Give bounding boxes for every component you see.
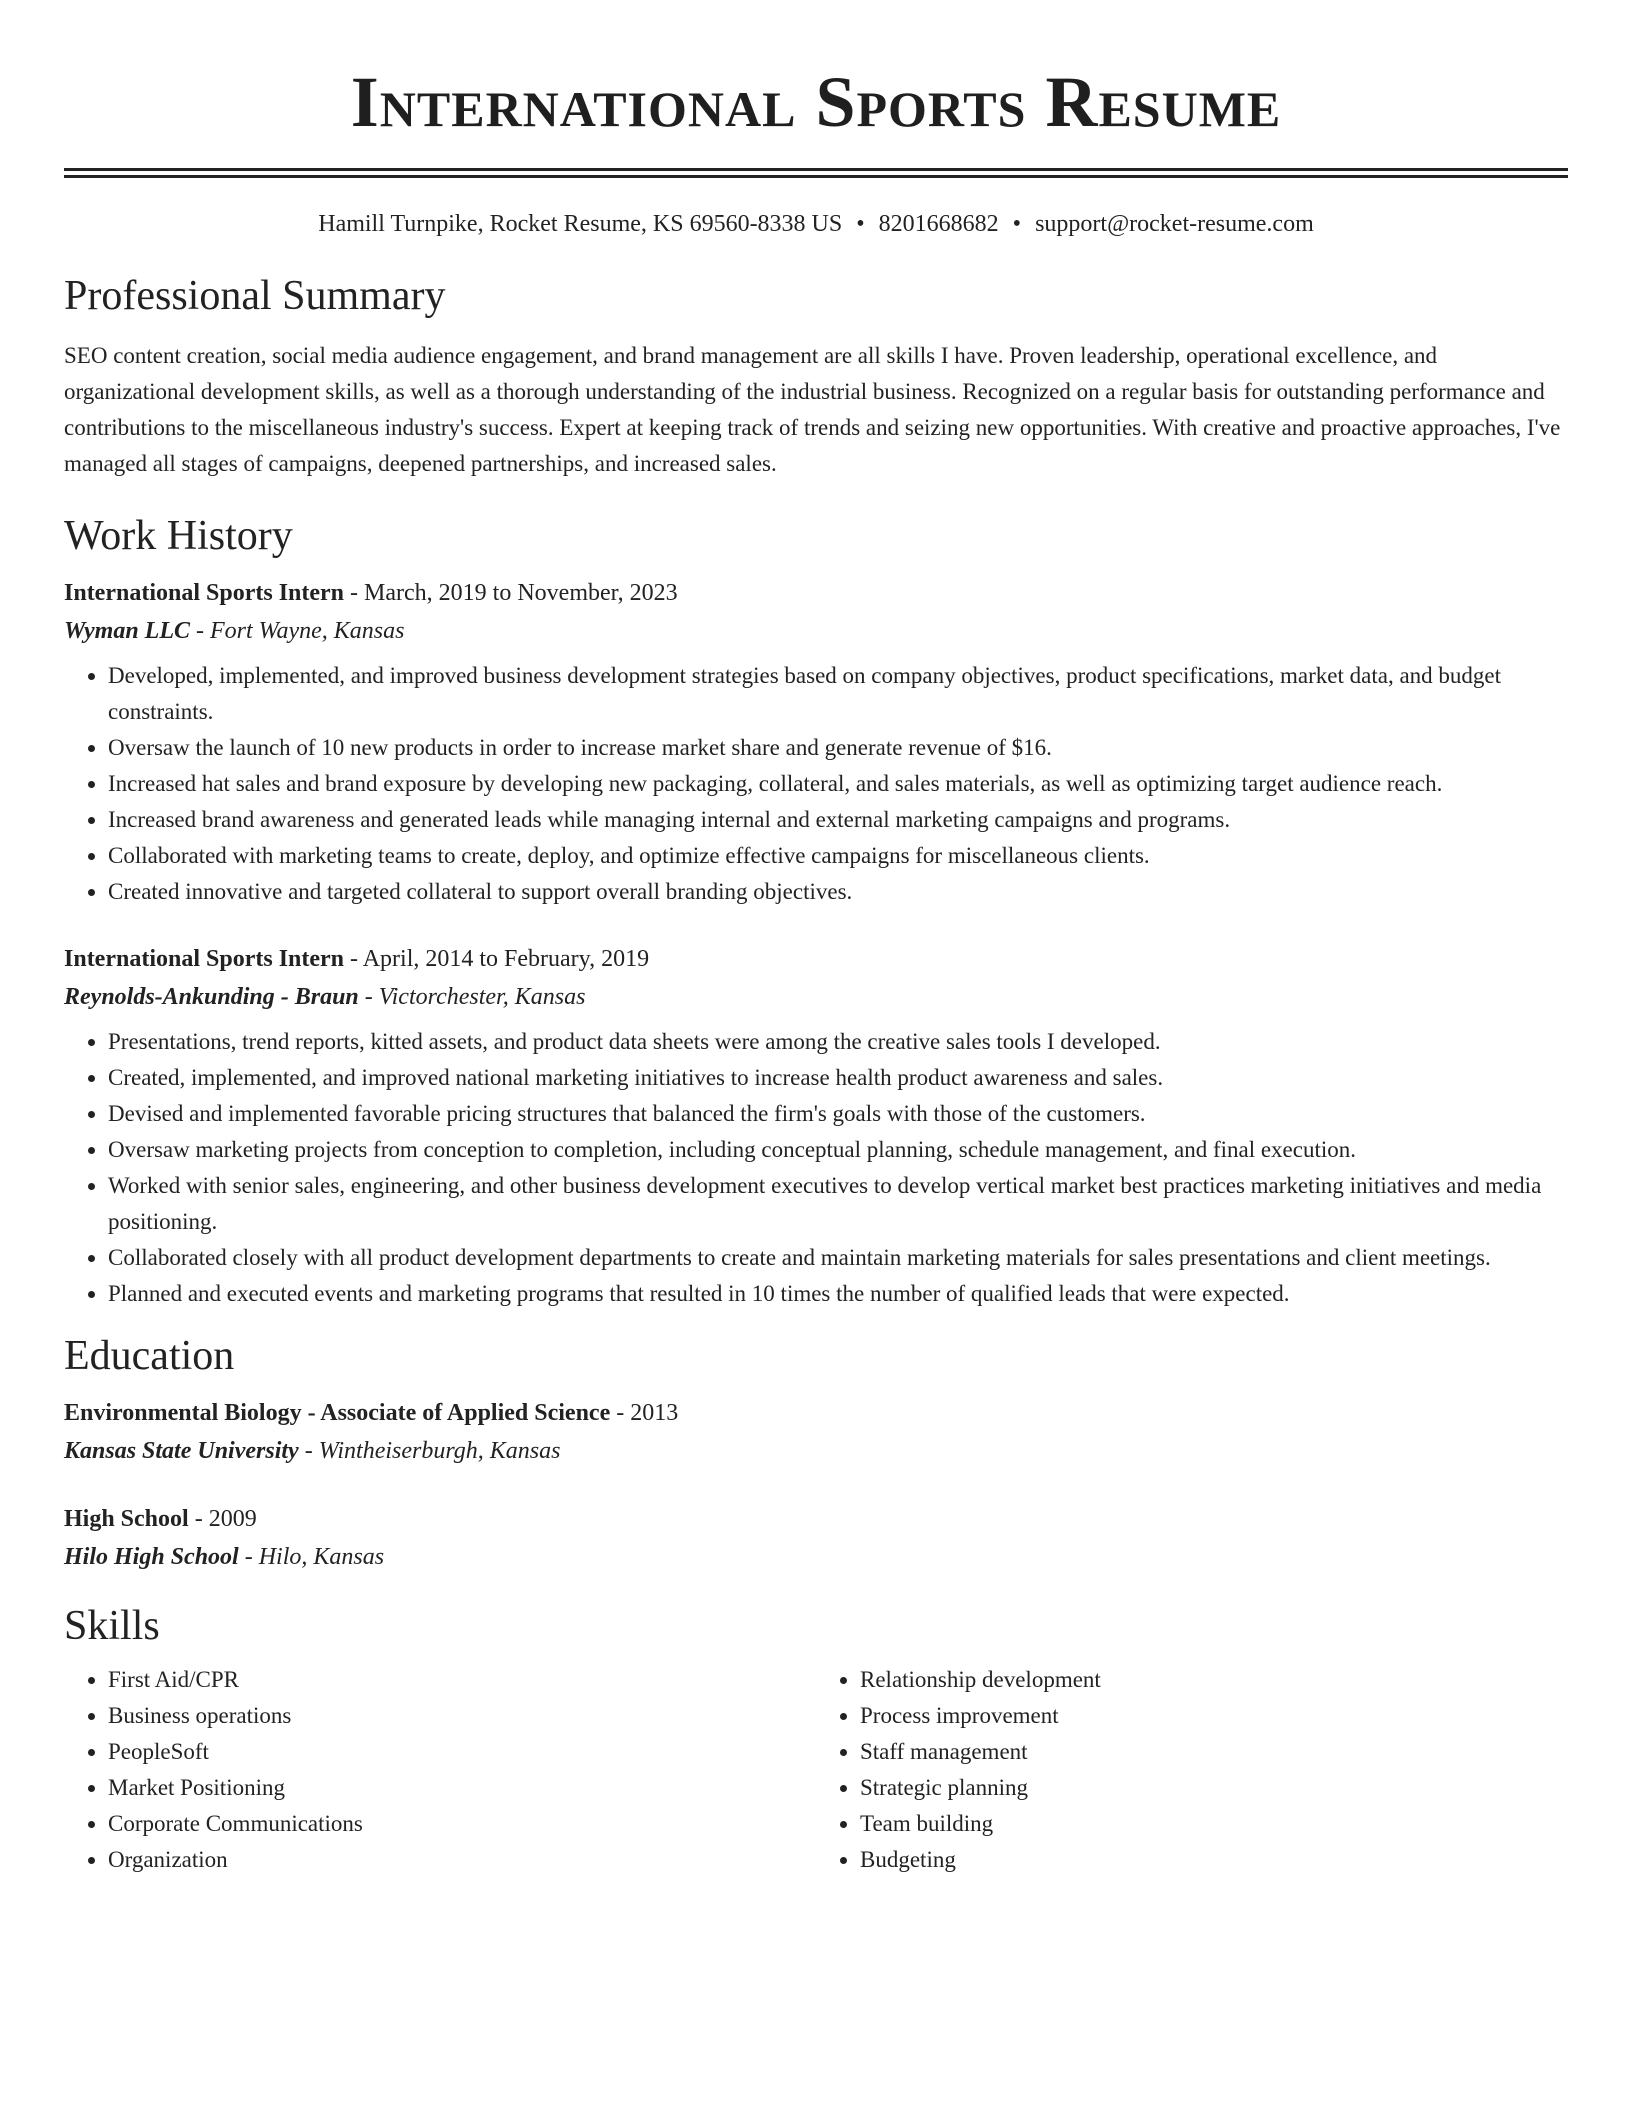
skills-list-right [816, 1662, 1568, 1878]
job-bullets [64, 1024, 1568, 1312]
list-item: • Collaborated with marketing teams to create, deploy, and optimize effective campaigns for miscellaneous clients. [108, 838, 1568, 874]
skills-section [64, 1600, 1568, 1878]
school-name: Kansas State University [64, 1438, 299, 1464]
skills-list-left [64, 1662, 816, 1878]
degree-name: High School [64, 1506, 189, 1532]
contact-separator: • [1012, 211, 1022, 237]
skill-item: • PeopleSoft [108, 1734, 816, 1770]
skills-columns [64, 1662, 1568, 1878]
skill-item: • First Aid/CPR [108, 1662, 816, 1698]
list-item: • Increased brand awareness and generated leads while managing internal and external marketing campaigns and programs. [108, 802, 1568, 838]
job-entry [64, 940, 1568, 1312]
degree-name: Environmental Biology - Associate of Applied Science [64, 1400, 611, 1426]
job-dates: - March, 2019 to November, 2023 [344, 580, 678, 606]
skill-item: • Staff management [860, 1734, 1568, 1770]
degree-year: - 2013 [610, 1400, 679, 1426]
job-entry [64, 574, 1568, 910]
job-title: International Sports Intern [64, 946, 345, 972]
list-item: • Created innovative and targeted collateral to support overall branding objectives. [108, 874, 1568, 910]
contact-address: Hamill Turnpike, Rocket Resume, KS 69560-8338 US [318, 211, 843, 237]
employer-name: Reynolds-Ankunding - Braun [64, 984, 359, 1010]
skill-item: • Relationship development [860, 1662, 1568, 1698]
list-item: • Oversaw the launch of 10 new products in order to increase market share and generate revenue of $16. [108, 730, 1568, 766]
school-line [64, 1538, 1568, 1576]
skill-item: • Team building [860, 1806, 1568, 1842]
contact-email: support@rocket-resume.com [1035, 211, 1314, 237]
school-location: - Wintheiserburgh, Kansas [298, 1438, 561, 1464]
list-item: • Worked with senior sales, engineering, and other business development executives to develop vertical market best practices marketing initiatives and media positioning. [108, 1168, 1568, 1240]
employer-location: - Fort Wayne, Kansas [190, 618, 405, 644]
school-location: - Hilo, Kansas [238, 1544, 385, 1570]
title-divider [64, 168, 1568, 178]
degree-line [64, 1394, 1568, 1432]
education-entry [64, 1394, 1568, 1470]
job-title-line [64, 940, 1568, 978]
school-line [64, 1432, 1568, 1470]
skill-item: • Corporate Communications [108, 1806, 816, 1842]
job-bullets [64, 658, 1568, 910]
list-item: • Increased hat sales and brand exposure by developing new packaging, collateral, and sales materials, as well as optimizing target audience reach. [108, 766, 1568, 802]
skill-item: • Organization [108, 1842, 816, 1878]
skill-item: • Market Positioning [108, 1770, 816, 1806]
list-item: • Created, implemented, and improved national marketing initiatives to increase health product awareness and sales. [108, 1060, 1568, 1096]
list-item: • Planned and executed events and marketing programs that resulted in 10 times the number of qualified leads that were expected. [108, 1276, 1568, 1312]
resume-title: International Sports Resume [350, 62, 1282, 142]
skill-item: • Budgeting [860, 1842, 1568, 1878]
education-heading: Education [64, 1333, 235, 1379]
summary-heading: Professional Summary [64, 273, 446, 319]
school-name: Hilo High School [64, 1544, 239, 1570]
education-section [64, 1330, 1568, 1576]
skills-heading: Skills [64, 1603, 160, 1649]
employer-name: Wyman LLC [64, 618, 191, 644]
skill-item: • Business operations [108, 1698, 816, 1734]
employer-line [64, 978, 1568, 1016]
list-item: • Presentations, trend reports, kitted assets, and product data sheets were among the creative sales tools I developed. [108, 1024, 1568, 1060]
work-heading: Work History [64, 513, 293, 559]
education-entry [64, 1500, 1568, 1576]
job-dates: - April, 2014 to February, 2019 [344, 946, 650, 972]
degree-year: - 2009 [188, 1506, 257, 1532]
contact-line [64, 208, 1568, 240]
job-title-line [64, 574, 1568, 612]
degree-line [64, 1500, 1568, 1538]
job-title: International Sports Intern [64, 580, 345, 606]
list-item: • Oversaw marketing projects from conception to completion, including conceptual planning, schedule management, and final execution. [108, 1132, 1568, 1168]
list-item: • Devised and implemented favorable pricing structures that balanced the firm's goals with those of the customers. [108, 1096, 1568, 1132]
list-item: • Developed, implemented, and improved business development strategies based on company objectives, product specifications, market data, and budget constraints. [108, 658, 1568, 730]
employer-line [64, 612, 1568, 650]
list-item: • Collaborated closely with all product development departments to create and maintain marketing materials for sales presentations and client meetings. [108, 1240, 1568, 1276]
employer-location: - Victorchester, Kansas [358, 984, 586, 1010]
skill-item: • Process improvement [860, 1698, 1568, 1734]
skill-item: • Strategic planning [860, 1770, 1568, 1806]
work-section [64, 510, 1568, 1312]
contact-phone: 8201668682 [878, 211, 999, 237]
summary-text: SEO content creation, social media audience engagement, and brand management are all skills I have. Proven leadership, operational excellence, and organizational development skills, as well as a thorough understanding of the industrial business. Recognized on a regular basis for outstanding performance and contributions to the miscellaneous industry's success. Expert at keeping track of trends and seizing new opportunities. With creative and proactive approaches, I've managed all stages of campaigns, deepened partnerships, and increased sales. [64, 343, 1561, 476]
contact-separator: • [856, 211, 865, 237]
summary-section [64, 270, 1568, 482]
